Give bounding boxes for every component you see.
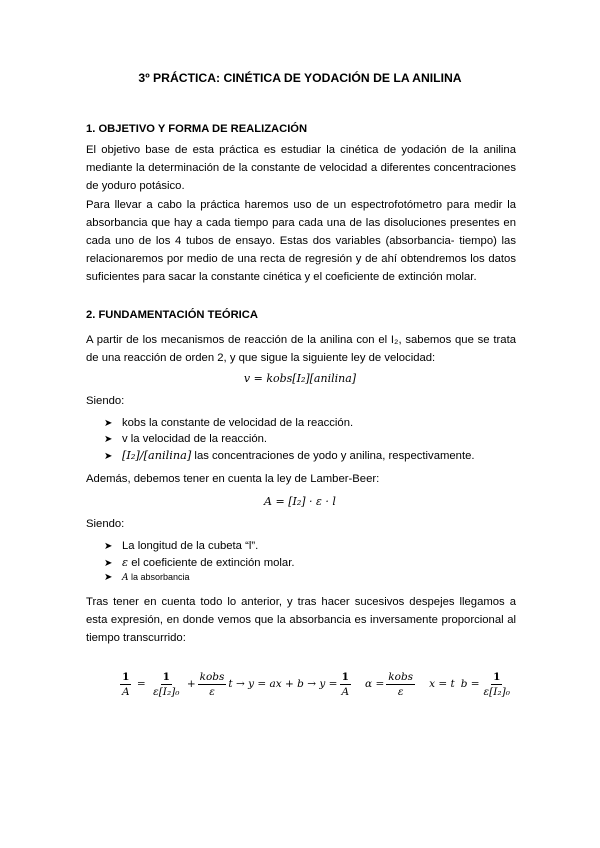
fraction-1-over-eps-i2: $\frac{1}{\text{ε[I₂]₀}}$ (153, 670, 180, 698)
bullet-velocity (104, 433, 267, 445)
fraction-alpha-kobs-over-eps: $\frac{\text{kobs}}{\varepsilon}$ (388, 670, 414, 698)
integrated-rate-formula: $\frac{1}{A}$ = $\frac{1}{\text{ε[I₂]₀}}$ + $\frac{\text{kobs}}{\varepsilon}$ t → y = ax + b → y = $\frac{1}{A}$ α = $\frac{\text{kobs}}{\varepsilon}$ x = t b = $\frac{1}{\text{ε[I₂]₀}}$ (122, 670, 510, 698)
section-1-paragraph-1: El objetivo base de esta práctica es estudiar la cinética de yodación de la anilina mediante la determinación de la constante de velocidad a diferentes concentraciones de yoduro potásico. (86, 144, 516, 192)
section-2-paragraph-1: A partir de los mecanismos de reacción de la anilina con el I₂, sabemos que se trata de una reacción de orden 2, y que sigue la siguiente ley de velocidad: (86, 334, 516, 364)
bullet-epsilon (104, 556, 294, 569)
bullet-text: la absorbancia (128, 572, 190, 582)
bullet-text: las concentraciones de yodo y anilina, respectivamente. (191, 450, 475, 462)
formula-x: x = t (429, 678, 455, 690)
bullet-absorbance (104, 572, 190, 583)
arrowhead-bullet-icon: ➤ (104, 451, 113, 462)
fraction-1-over-A-y: $\frac{1}{A}$ (341, 670, 350, 698)
section-1-heading: 1. OBJETIVO Y FORMA DE REALIZACIÓN (86, 123, 308, 135)
arrowhead-bullet-icon: ➤ (104, 558, 113, 569)
section-2-heading: 2. FUNDAMENTACIÓN TEÓRICA (86, 309, 258, 321)
section-1-paragraph-2: Para llevar a cabo la práctica haremos uso de un espectrofotómetro para medir la absorbancia que hay a cada tiempo para cada una de las disoluciones presentes en cada uno de los 4 tubos de ensayo. Estas dos variables (absorbancia- tiempo) las relacionaremos por medio de una recta de regresión y de ahí obtendremos los datos suficientes para sacar la constante cinética y el coeficiente de extinción molar. (86, 199, 516, 283)
bullet-text: La longitud de la cubeta “l”. (122, 540, 259, 552)
document-title: 3º PRÁCTICA: CINÉTICA DE YODACIÓN DE LA ANILINA (138, 71, 462, 85)
section-2-paragraph-3: Tras tener en cuenta todo lo anterior, y tras hacer sucesivos despejes llegamos a esta expresión, en donde vemos que la absorbancia es inversamente proporcional al tiempo transcurrido: (86, 596, 516, 644)
siendo-label-1: Siendo: (86, 395, 125, 407)
rate-law-equation: v = kobs[I₂][anilina] (243, 372, 357, 385)
bullet-text: v la velocidad de la reacción. (122, 433, 268, 445)
fraction-b-1-over-eps-i2: $\frac{1}{\text{ε[I₂]₀}}$ (483, 670, 510, 698)
arrowhead-bullet-icon: ➤ (104, 418, 113, 429)
fraction-1-over-A: $\frac{1}{A}$ (122, 670, 130, 698)
bullet-text: el coeficiente de extinción molar. (128, 557, 295, 569)
arrowhead-bullet-icon: ➤ (104, 541, 113, 552)
arrowhead-bullet-icon: ➤ (104, 572, 113, 583)
bullet-text: la constante de velocidad de la reacción. (145, 417, 354, 429)
bullet-symbol: kobs (122, 417, 146, 429)
arrowhead-bullet-icon: ➤ (104, 434, 113, 445)
bullet-concentrations (104, 449, 475, 462)
formula-alpha: α = (365, 678, 385, 690)
bullet-symbol: A (122, 573, 129, 583)
bullet-symbol: [I₂]/[anilina] (122, 449, 192, 462)
siendo-label-2: Siendo: (86, 518, 125, 530)
formula-middle: t → y = ax + b → y = (228, 678, 338, 690)
bullet-symbol: ε (122, 556, 129, 569)
bullet-kobs (104, 417, 353, 429)
fraction-kobs-over-eps: $\frac{\text{kobs}}{\varepsilon}$ (199, 670, 225, 698)
section-2-paragraph-2: Además, debemos tener en cuenta la ley de Lamber-Beer: (86, 473, 380, 485)
formula-b: b = (460, 678, 480, 690)
bullet-length (104, 540, 258, 552)
lambert-beer-equation: A = [I₂] · ε · l (264, 495, 336, 508)
